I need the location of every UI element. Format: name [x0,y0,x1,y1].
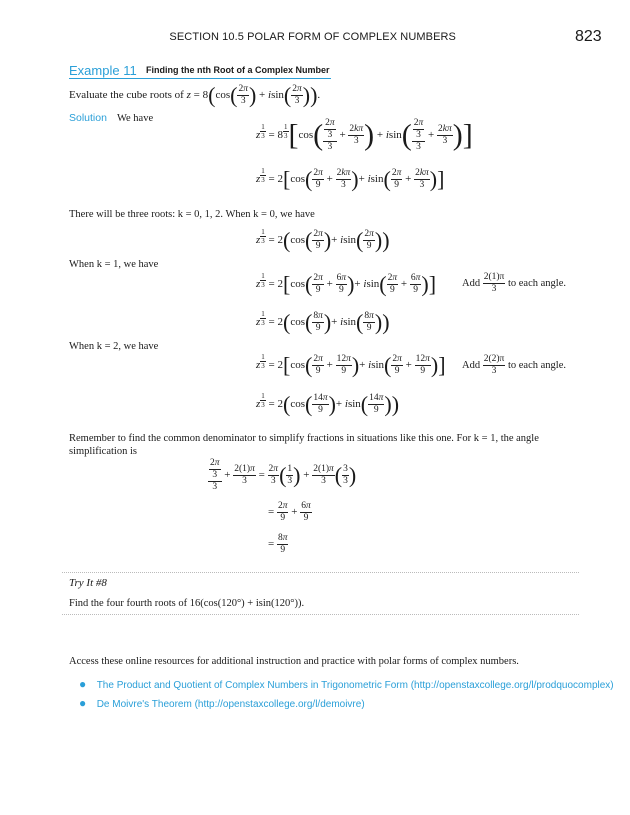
remember-text: Remember to find the common denominator to simplify fractions in situations like this one. For k = 1, the angle simplification is [69,433,539,457]
add-word: Add [462,359,481,371]
page-number: 823 [575,28,602,45]
problem-text: Evaluate the cube roots of [69,89,184,102]
add-den: 3 [491,366,497,376]
example-underline [69,78,331,79]
resource-item [79,675,614,691]
solution-intro: We have [116,113,154,124]
add-num: 2(1)π [483,272,505,282]
k2-text: When k = 2, we have [69,341,159,352]
resources-intro: Access these online resources for additional instruction and practice with polar forms of complex numbers. [69,656,519,667]
equation-k0: z $^{\frac{1}{3}}$ = 2(cos( $\frac{2\pi}{9}$ )+ isin( $\frac{2\pi}{9}$ )) [256,227,390,253]
solution-line [69,108,153,126]
resource-link-2[interactable]: De Moivre's Theorem (http://openstaxcollege.org/l/demoivre) [96,699,365,710]
add-den: 3 [491,284,497,294]
add-note-1 [462,272,566,295]
bullet-icon: ● [79,696,87,710]
add-word: Add [462,277,481,289]
problem-statement: Evaluate the cube roots of z = 8(cos( $\frac{2\pi}{3}$ ) + isin( $\frac{2\pi}{3}$ )). [69,82,321,108]
add-note-2 [462,354,566,377]
k1-text: When k = 1, we have [69,259,159,270]
resource-item [79,694,614,710]
resource-link-1[interactable]: The Product and Quotient of Complex Numbers in Trigonometric Form (http://openstaxcollege.org/l/prodquocomplex) [96,680,614,691]
equation-k2b: z $^{\frac{1}{3}}$ = 2(cos( $\frac{14\pi}{9}$ )+ isin( $\frac{14\pi}{9}$ )) [256,391,400,417]
simplification-1: $\frac{\frac{2\pi}{3}}{3}$ + $\frac{2(1)\pi}{3}$ = $\frac{2\pi}{3}$ ( $\frac{1}{3}$ ) + $\frac{2(1)\pi}{3}$ ( $\frac{3}{3}$ ) [210,458,357,492]
simplification-3: = $\frac{8\pi}{9}$ [268,533,288,555]
resource-list [79,675,614,710]
add-num: 2(2)π [483,354,505,364]
roots-text: There will be three roots: k = 0, 1, 2. When k = 0, we have [69,209,315,220]
example-title: Finding the nth Root of a Complex Number [146,65,330,75]
section-title: SECTION 10.5 POLAR FORM OF COMPLEX NUMBERS [169,31,456,43]
tryit-bottom-rule [62,614,579,615]
tryit-label: Try It #8 [69,577,107,589]
add-tail: to each angle. [507,359,566,371]
simplification-2: = $\frac{2\pi}{9}$ + $\frac{6\pi}{9}$ [268,501,311,523]
equation-k2a: z $^{\frac{1}{3}}$ = 2[cos( $\frac{2\pi}{9}$ + $\frac{12\pi}{9}$ )+ isin( $\frac{2\pi}{9}$ + $\frac{12\pi}{9}$ )] [256,352,446,378]
example-label: Example 11 [69,63,137,78]
equation-2: z $^{\frac{1}{3}}$ = 2[cos( $\frac{2\pi}{9}$ + $\frac{2k\pi}{3}$ )+ isin( $\frac{2\pi}{9}$ + $\frac{2k\pi}{3}$ )] [256,166,445,192]
solution-label: Solution [69,112,107,124]
equation-1: z $^{\frac{1}{3}}$ = 8 $^{\frac{1}{3}}$ [cos( $\frac{\frac{2\pi}{3}}{3}$ + $\frac{2k\pi}{3}$ ) + isin( $\frac{\frac{2\pi}{3}}{3}$ + $\frac{2k\pi}{3}$ )] [256,118,473,152]
tryit-text: Find the four fourth roots of 16(cos(120°) + isin(120°)). [69,598,305,609]
tryit-top-rule [62,572,579,573]
equation-k1b: z $^{\frac{1}{3}}$ = 2(cos( $\frac{8\pi}{9}$ )+ isin( $\frac{8\pi}{9}$ )) [256,309,390,335]
bullet-icon: ● [79,677,87,691]
add-tail: to each angle. [507,277,566,289]
equation-k1a: z $^{\frac{1}{3}}$ = 2[cos( $\frac{2\pi}{9}$ + $\frac{6\pi}{9}$ )+ isin( $\frac{2\pi}{9}$ + $\frac{6\pi}{9}$ )] [256,271,437,297]
